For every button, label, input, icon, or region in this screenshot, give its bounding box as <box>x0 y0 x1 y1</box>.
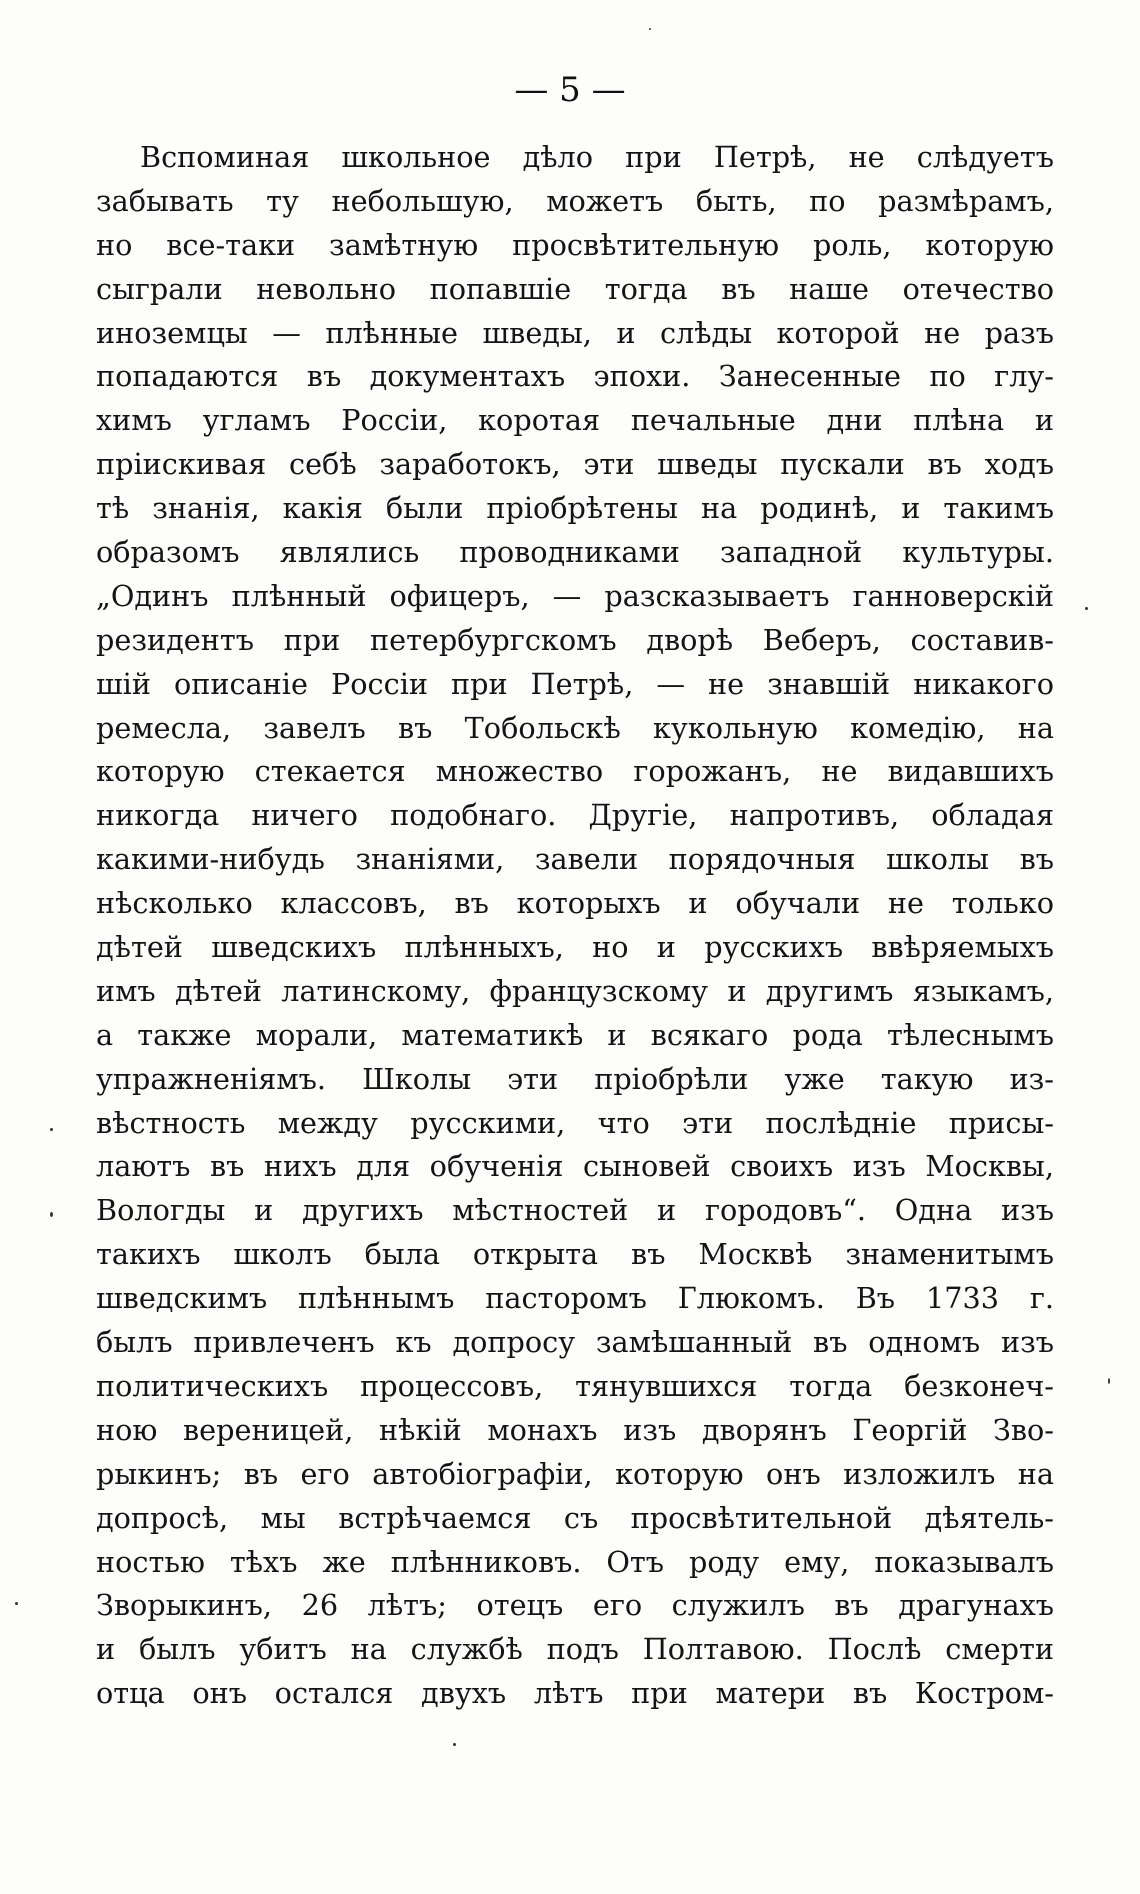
text-line: вѣстность между русскими, что эти послѣдніе присы- <box>96 1105 1054 1140</box>
text-line: былъ привлеченъ къ допросу замѣшанный въ одномъ изъ <box>96 1325 1054 1360</box>
text-line: пріискивая себѣ заработокъ, эти шведы пускали въ ходъ <box>96 447 1054 482</box>
text-line: забывать ту небольшую, можетъ быть, по размѣрамъ, <box>96 183 1054 218</box>
text-line: ностью тѣхъ же плѣнниковъ. Отъ роду ему, показывалъ <box>96 1544 1054 1579</box>
body-text <box>96 136 1054 1716</box>
scan-speck <box>1108 1378 1110 1384</box>
text-line: упражненіямъ. Школы эти пріобрѣли уже такую из- <box>96 1061 1054 1096</box>
text-line: шведскимъ плѣннымъ пасторомъ Глюкомъ. Въ 1733 г. <box>96 1281 1054 1316</box>
scan-speck <box>453 1743 456 1746</box>
text-line: тѣ знанія, какія были пріобрѣтены на родинѣ, и такимъ <box>96 491 1054 526</box>
text-line: иноземцы — плѣнные шведы, и слѣды которой не разъ <box>96 315 1054 350</box>
text-line: рыкинъ; въ его автобіографіи, которую онъ изложилъ на <box>96 1456 1054 1491</box>
scan-speck <box>50 1212 53 1217</box>
text-line: отца онъ остался двухъ лѣтъ при матери въ Костром- <box>96 1676 1054 1711</box>
scan-speck <box>1085 607 1088 610</box>
text-line: попадаются въ документахъ эпохи. Занесенные по глу- <box>96 359 1054 394</box>
text-line: нѣсколько классовъ, въ которыхъ и обучали не только <box>96 886 1054 921</box>
text-line: резидентъ при петербургскомъ дворѣ Веберъ, составив- <box>96 622 1054 657</box>
text-line: но все-таки замѣтную просвѣтительную роль, которую <box>96 227 1054 262</box>
text-line: Вологды и другихъ мѣстностей и городовъ“. Одна изъ <box>96 1193 1054 1228</box>
text-line: которую стекается множество горожанъ, не видавшихъ <box>96 754 1054 789</box>
text-line: никогда ничего подобнаго. Другіе, напротивъ, обладая <box>96 798 1054 833</box>
text-line: ною вереницей, нѣкій монахъ изъ дворянъ Георгій Зво- <box>96 1412 1054 1447</box>
scan-speck <box>50 1128 53 1131</box>
text-line: лаютъ въ нихъ для обученія сыновей своихъ изъ Москвы, <box>96 1149 1054 1184</box>
text-line: и былъ убитъ на службѣ подъ Полтавою. Послѣ смерти <box>96 1632 1054 1667</box>
text-line: химъ угламъ Россіи, коротая печальные дни плѣна и <box>96 403 1054 438</box>
text-line: имъ дѣтей латинскому, французскому и другимъ языкамъ, <box>96 973 1054 1008</box>
scan-speck <box>649 28 651 30</box>
page-number: — 5 — <box>514 70 626 110</box>
text-line: допросѣ, мы встрѣчаемся съ просвѣтительной дѣятель- <box>96 1500 1054 1535</box>
text-line: политическихъ процессовъ, тянувшихся тогда безконеч- <box>96 1368 1054 1403</box>
scan-speck <box>15 1602 18 1605</box>
text-line: Вспоминая школьное дѣло при Петрѣ, не слѣдуетъ <box>140 140 1054 174</box>
text-line: образомъ являлись проводниками западной культуры. <box>96 535 1054 570</box>
text-line: ремесла, завелъ въ Тобольскѣ кукольную комедію, на <box>96 710 1054 745</box>
text-line: а также морали, математикѣ и всякаго рода тѣлеснымъ <box>96 1017 1054 1052</box>
text-line: какими-нибудь знаніями, завели порядочныя школы въ <box>96 842 1054 877</box>
text-line: Зворыкинъ, 26 лѣтъ; отецъ его служилъ въ драгунахъ <box>96 1588 1054 1623</box>
text-line: сыграли невольно попавшіе тогда въ наше отечество <box>96 271 1054 306</box>
text-line: „Одинъ плѣнный офицеръ, — разсказываетъ ганноверскій <box>96 578 1054 613</box>
text-line: дѣтей шведскихъ плѣнныхъ, но и русскихъ ввѣряемыхъ <box>96 930 1054 965</box>
text-line: такихъ школъ была открыта въ Москвѣ знаменитымъ <box>96 1237 1054 1272</box>
text-line: шій описаніе Россіи при Петрѣ, — не знавшій никакого <box>96 666 1054 701</box>
